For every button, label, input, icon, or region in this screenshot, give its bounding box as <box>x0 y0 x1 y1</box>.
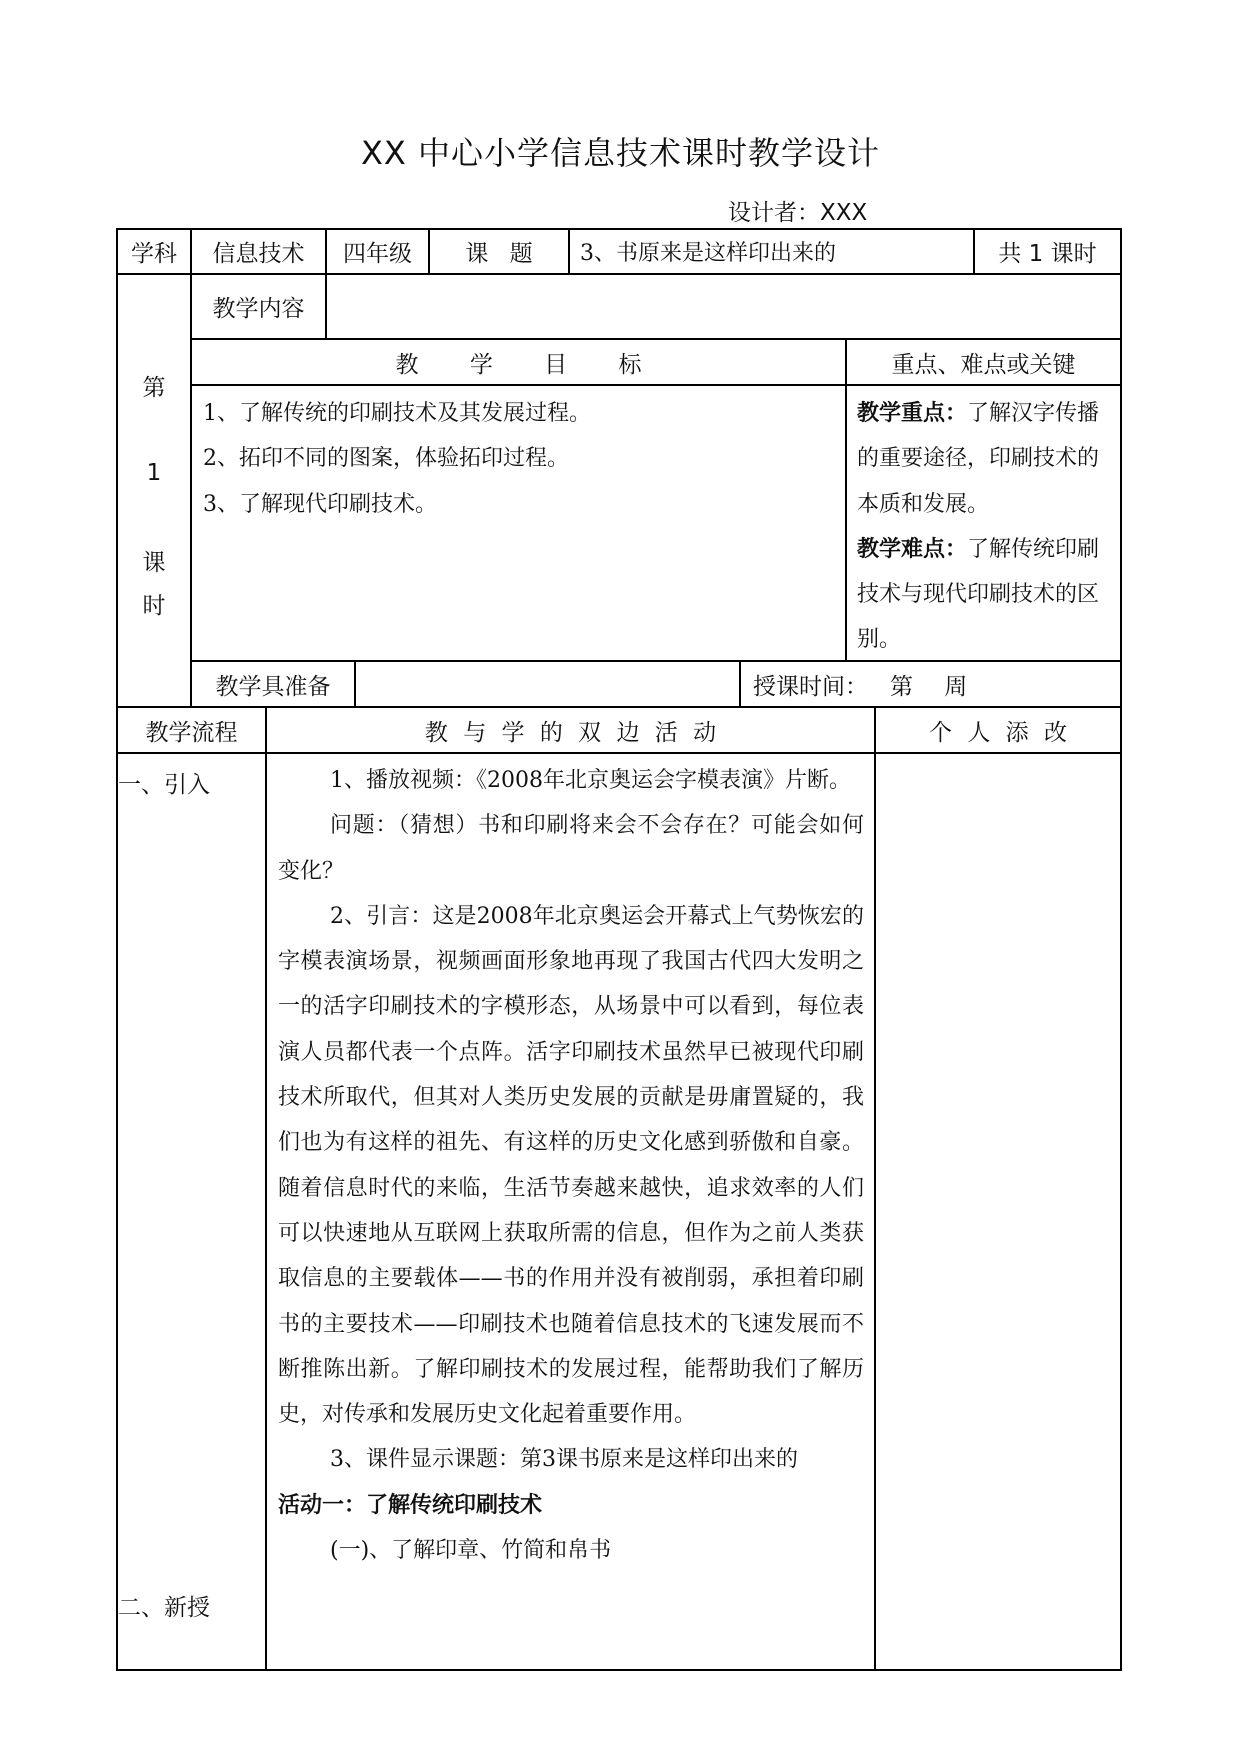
subject-label: 学科 <box>131 241 177 267</box>
key-difficulty-text: 了解传统印刷技术与现代印刷技术的区别。 <box>857 536 1100 653</box>
sub-section-heading: (一)、了解印章、竹简和帛书 <box>330 1538 612 1564</box>
flow-divider-2 <box>874 706 876 1671</box>
goal-item: 2、拓印不同的图案，体验拓印过程。 <box>203 446 569 472</box>
key-focus-text: 了解汉字传播的重要途径，印刷技术的本质和发展。 <box>857 401 1100 517</box>
col-two-way-activity: 教 与 学 的 双 边 活 动 <box>424 719 717 746</box>
table-border-right <box>1120 228 1122 1671</box>
class-time-label: 授课时间： <box>753 673 868 700</box>
teaching-prep-label: 教学具准备 <box>215 673 331 700</box>
paragraph-question: 问题：（猜想）书和印刷将来会不会存在？可能会如何变化？ <box>278 813 864 884</box>
side-char-ke: 课 <box>142 549 166 576</box>
stage-new-lesson: 二、新授 <box>118 1595 210 1621</box>
goals-header-bottom-line <box>190 384 1122 386</box>
activity-text <box>278 758 864 1573</box>
activity-one-heading: 活动一：了解传统印刷技术 <box>278 1492 543 1518</box>
grade-value: 四年级 <box>343 241 412 267</box>
paragraph-courseware: 3、课件显示课题：第3课书原来是这样印出来的 <box>330 1447 798 1473</box>
teaching-content-label: 教学内容 <box>212 296 305 322</box>
key-difficulty-label: 教学难点： <box>857 536 968 562</box>
table-border-left <box>116 228 118 1671</box>
page-title: XX 中心小学信息技术课时教学设计 <box>360 134 881 172</box>
paragraph-video: 1、播放视频：《2008年北京奥运会字模表演》片断。 <box>330 768 851 793</box>
flow-divider-1 <box>265 706 267 1671</box>
subject-value: 信息技术 <box>212 241 305 267</box>
content-label-divider <box>325 273 327 340</box>
side-char-1: 1 <box>146 460 162 486</box>
col-teaching-process: 教学流程 <box>145 719 238 746</box>
key-points-header: 重点、难点或关键 <box>891 351 1076 378</box>
goal-item: 3、了解现代印刷技术。 <box>203 491 437 517</box>
side-char-shi: 时 <box>142 592 166 619</box>
topic-value: 3、书原来是这样印出来的 <box>580 241 836 266</box>
paragraph-introduction: 2、引言：这是2008年北京奥运会开幕式上气势恢宏的字模表演场景，视频画面形象地再现了我国古代四大发明之一的活字印刷技术的字模形态，从场景中可以看到，每位表演人员都代表一个点阵。活字印刷技术虽然早已被现代印刷技术所取代，但其对人类历史发展的贡献是毋庸置疑的，我们也为有这样的祖先、有这样的历史文化感到骄傲和自豪。随着信息时代的来临，生活节奏越来越快，追求效率的人们可以快速地从互联网上获取所需的信息，但作为之前人类获取信息的主要载体——书的作用并没有被削弱，承担着印刷书的主要技术——印刷技术也随着信息技术的飞速发展而不断推陈出新。了解印刷技术的发展过程，能帮助我们了解历史，对传承和发展历史文化起着重要作用。 <box>278 903 864 1428</box>
goals-key-divider <box>845 338 847 662</box>
prep-time-divider <box>739 660 741 708</box>
designer-label: 设计者：XXX <box>728 200 868 226</box>
stage-intro: 一、引入 <box>118 772 210 798</box>
goals-list <box>203 391 833 527</box>
key-points-text <box>857 391 1107 663</box>
class-time-value: 第 周 <box>890 673 968 700</box>
side-column-divider <box>190 273 192 708</box>
prep-label-divider <box>354 660 356 708</box>
key-focus-label: 教学重点： <box>857 401 968 426</box>
goals-header: 教 学 目 标 <box>395 351 642 378</box>
goal-item: 1、了解传统的印刷技术及其发展过程。 <box>203 401 591 426</box>
side-char-di: 第 <box>142 374 166 401</box>
periods-value: 共 1 课时 <box>998 241 1097 267</box>
topic-label: 课 题 <box>465 241 533 267</box>
row1-divider-4 <box>568 228 570 275</box>
col-personal-notes: 个 人 添 改 <box>929 719 1067 746</box>
